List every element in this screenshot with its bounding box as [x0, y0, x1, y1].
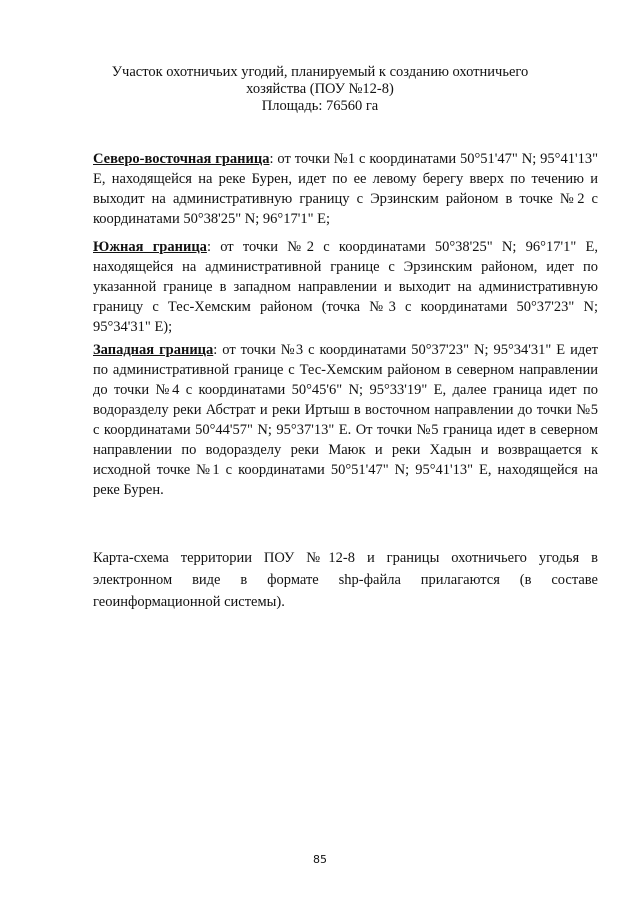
northeast-boundary-text: : от точки №1 с координатами 50°51'47" N; 95°41'13" E, находящейся на реке Бурен, идет по ее левому берегу вверх по течению и выходит на административную границу с Эрзинским районом в точке №2 с координатами 50°38'25" N; 96°17'1" E; [93, 151, 598, 227]
area-line: Площадь: 76560 га [261, 98, 379, 114]
south-boundary-text: : от точки №2 с координатами 50°38'25" N; 96°17'1" E, находящейся на административной границе с Эрзинским районом, идет по указанной границе в западном направлении и выходит на административную границу с Тес-Хемским районом (точка №3 с координатами 50°37'23" N; 95°34'31" E); [93, 239, 598, 335]
page-number: 85 [313, 853, 327, 866]
northeast-boundary-heading: Северо-восточная граница [93, 151, 270, 167]
northeast-boundary-paragraph [93, 149, 598, 229]
map-note-paragraph: Карта-схема территории ПОУ №12-8 и границы охотничьего угодья в электронном виде в формате shp-файла прилагаются (в составе геоинформационной системы). [93, 550, 598, 610]
west-boundary-text: : от точки №3 с координатами 50°37'23" N; 95°34'31" E идет по административной границе с Тес-Хемским районом в северном направлении до точки №4 с координатами 50°45'6" N; 95°33'19" E, далее граница идет по водоразделу реки Абстрат и реки Иртыш в восточном направлении до точки №5 с координатами 50°44'57" N; 95°37'13" E. От точки №5 граница идет в северном направлении по водоразделу реки Маюк и реки Хадын и возвращается к исходной точке №1 с координатами 50°51'47" N; 95°41'13" E, находящейся на реке Бурен. [93, 342, 598, 498]
south-boundary-paragraph [93, 237, 598, 337]
title-line-1: Участок охотничьих угодий, планируемый к созданию охотничьего [111, 64, 529, 80]
title-line-2: хозяйства (ПОУ №12-8) [246, 81, 394, 97]
south-boundary-heading: Южная граница [93, 239, 207, 255]
west-boundary-paragraph [93, 340, 598, 500]
west-boundary-heading: Западная граница [93, 342, 214, 358]
document-title [90, 64, 550, 115]
